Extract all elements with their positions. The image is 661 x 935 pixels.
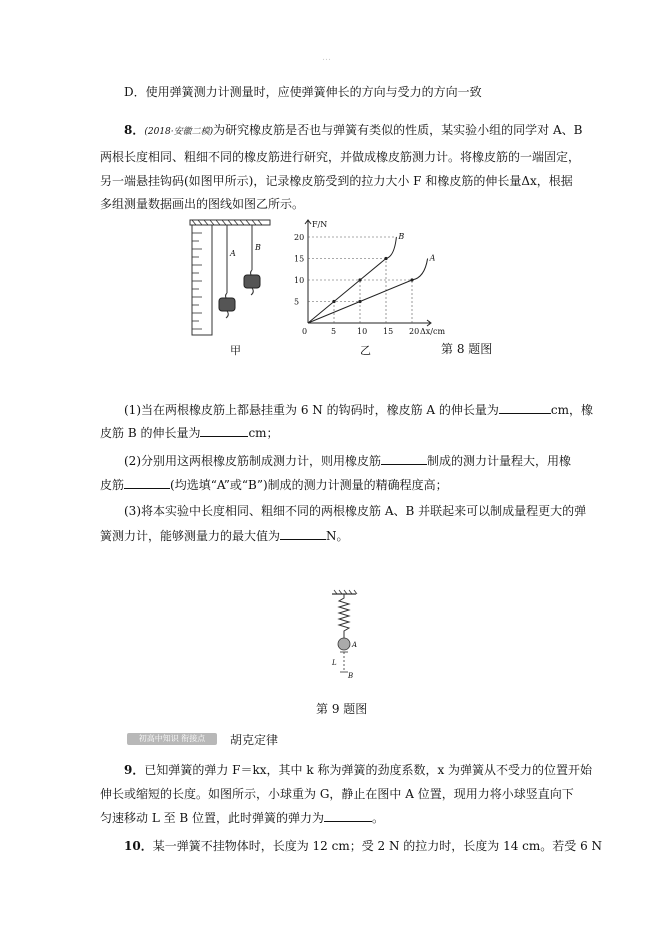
figure-jia xyxy=(190,218,280,338)
option-d: D．使用弹簧测力计测量时，应使弹簧伸长的方向与受力的方向一致 xyxy=(124,85,482,99)
data-point-A xyxy=(358,300,361,303)
data-point-B xyxy=(384,257,387,260)
data-point-B xyxy=(358,278,361,281)
fig-jia-label-B: B xyxy=(255,243,261,252)
x-tick-label: 5 xyxy=(331,327,337,336)
fig-label-jia: 甲 xyxy=(230,344,241,357)
figure-9 xyxy=(318,588,378,688)
q8-line2: 两根长度相同、粗细不同的橡皮筋进行研究，并做成橡皮筋测力计。将橡皮筋的一端固定， xyxy=(100,150,581,164)
x-tick-label: 10 xyxy=(357,327,368,336)
q8-sub2-blank-2[interactable] xyxy=(124,476,170,489)
q9-text-3: 匀速移动 L 至 B 位置，此时弹簧的弹力为 xyxy=(100,811,325,825)
q8-line3: 另一端悬挂钩码(如图甲所示)，记录橡皮筋受到的拉力大小 F 和橡皮筋的伸长量Δx，根据 xyxy=(100,174,573,188)
q8-line1 xyxy=(124,122,582,140)
q9-blank[interactable] xyxy=(324,809,372,822)
section-badge: 初高中知识 衔接点 xyxy=(127,733,217,745)
q10-number: 10． xyxy=(124,839,153,853)
q8-sub1-blank-2[interactable] xyxy=(200,424,248,437)
x-axis-label: Δx/cm xyxy=(420,327,446,336)
q9-number: 9． xyxy=(124,763,145,777)
q9-line1 xyxy=(124,762,592,778)
fig9-label-A: A xyxy=(352,641,358,649)
q8-sub2-text-b: 制成的测力计量程大，用橡 xyxy=(427,454,572,468)
q8-sub2-text-d: (均选填“A”或“B”)制成的测力计测量的精确程度高； xyxy=(170,478,448,492)
q9-text-1: 已知弹簧的弹力 F＝kx，其中 k 称为弹簧的劲度系数，x 为弹簧从不受力的位置开始 xyxy=(144,763,593,777)
q8-text-1: 为研究橡皮筋是否也与弹簧有类似的性质，某实验小组的同学对 A、B xyxy=(213,123,583,137)
fig9-caption: 第 9 题图 xyxy=(316,702,368,716)
fig-jia-label-A: A xyxy=(230,249,236,258)
y-tick-label: 5 xyxy=(294,297,300,307)
q8-sub1-text-d: cm； xyxy=(248,426,279,440)
y-tick-label: 10 xyxy=(294,276,305,285)
q8-line4: 多组测量数据画出的图线如图乙所示。 xyxy=(100,197,305,211)
q8-source: (2018·安徽二模) xyxy=(144,127,214,137)
data-point-A xyxy=(410,278,413,281)
q8-sub3-blank[interactable] xyxy=(280,527,326,540)
series-label-A: A xyxy=(429,253,436,263)
series-label-B: B xyxy=(398,232,405,241)
q8-sub2-text-c: 皮筋 xyxy=(100,478,125,492)
fig-label-yi: 乙 xyxy=(360,344,371,357)
series-line-A xyxy=(308,259,428,324)
x-tick-label: 15 xyxy=(383,327,394,336)
x-tick-label: 20 xyxy=(409,327,420,336)
fig9-label-B: B xyxy=(348,672,354,680)
y-tick-label: 20 xyxy=(294,233,305,242)
q8-sub2-line1 xyxy=(124,452,571,469)
q8-sub3-text-c: N。 xyxy=(326,529,349,543)
q8-sub1-text-c: 皮筋 B 的伸长量为 xyxy=(100,426,201,440)
y-tick-label: 15 xyxy=(294,254,305,264)
data-point-B xyxy=(332,300,335,303)
q8-sub3-line1: (3)将本实验中长度相同、粗细不同的两根橡皮筋 A、B 并联起来可以制成量程更大的弹 xyxy=(124,504,587,518)
q8-sub2-blank-1[interactable] xyxy=(381,452,427,465)
q8-sub1-text-b: cm，橡 xyxy=(550,403,593,417)
q8-sub1-line2 xyxy=(100,424,279,441)
q8-sub3-line2 xyxy=(100,527,349,544)
section-title: 胡克定律 xyxy=(230,733,279,747)
q8-sub2-text-a: (2)分别用这两根橡皮筋制成测力计，则用橡皮筋 xyxy=(124,454,381,468)
q10-text: 某一弹簧不挂物体时，长度为 12 cm；受 2 N 的拉力时，长度为 14 cm。若受 6 N xyxy=(152,839,603,853)
q9-line3 xyxy=(100,809,384,826)
q9-text-3-end: 。 xyxy=(372,811,385,825)
figure-yi-chart xyxy=(290,215,446,336)
x-tick-label: 0 xyxy=(302,327,308,336)
q9-line2: 伸长或缩短的长度。如图所示，小球重为 G，静止在图中 A 位置，现用力将小球竖直向下 xyxy=(100,787,574,801)
q8-sub3-text-b: 簧测力计，能够测量力的最大值为 xyxy=(100,529,281,543)
q8-sub2-line2 xyxy=(100,476,448,493)
page-top-mark: … xyxy=(322,53,331,63)
q8-sub1-text-a: (1)当在两根橡皮筋上都悬挂重为 6 N 的钩码时，橡皮筋 A 的伸长量为 xyxy=(124,403,499,417)
fig8-caption: 第 8 题图 xyxy=(441,342,493,356)
fig9-label-L: L xyxy=(332,659,337,667)
q8-sub1-blank-1[interactable] xyxy=(499,401,551,414)
q10-line1 xyxy=(124,838,602,854)
y-axis-label: F/N xyxy=(312,220,328,229)
q8-number: 8． xyxy=(124,123,145,137)
q8-sub1-line1 xyxy=(124,401,593,418)
